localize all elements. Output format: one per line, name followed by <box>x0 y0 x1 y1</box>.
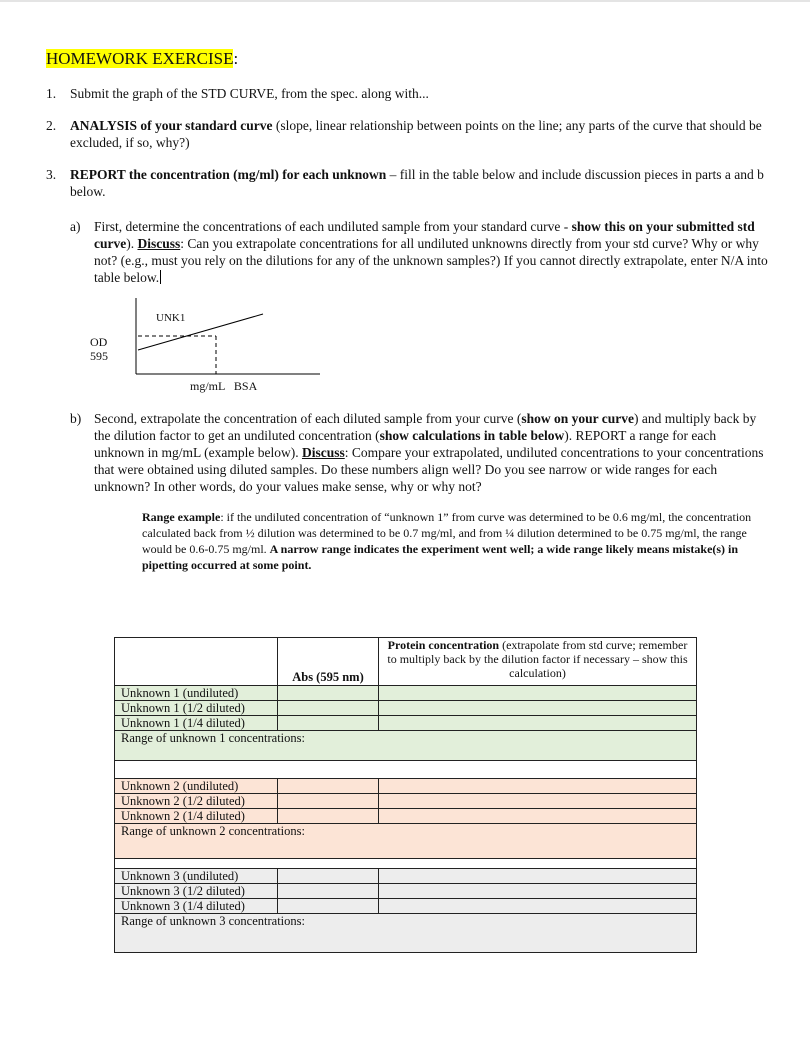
sample-name: Unknown 2 (1/2 diluted) <box>115 794 278 809</box>
od-label: OD <box>90 335 108 349</box>
sample-name: Unknown 3 (1/2 diluted) <box>115 884 278 899</box>
range-cell[interactable]: Range of unknown 1 concentrations: <box>115 731 697 761</box>
spacer-row <box>115 859 697 869</box>
range-cell[interactable]: Range of unknown 3 concentrations: <box>115 914 697 953</box>
table-row <box>115 869 697 884</box>
part-text: Second, extrapolate the concentration of each diluted sample from your curve ( <box>94 411 522 426</box>
document-body <box>46 48 768 573</box>
protein-cell[interactable] <box>379 779 697 794</box>
discuss-label: Discuss <box>137 236 181 251</box>
abs-cell[interactable] <box>278 701 379 716</box>
text-cursor <box>160 270 161 284</box>
part-text: ). <box>126 236 138 251</box>
part-bold-text: show on your curve <box>521 411 634 426</box>
abs-cell[interactable] <box>278 809 379 824</box>
table-header-row <box>115 638 697 686</box>
item-number: 3. <box>46 167 57 182</box>
table-row <box>115 701 697 716</box>
spacer-cell <box>115 761 697 779</box>
header-protein <box>379 638 697 686</box>
abs-cell[interactable] <box>278 686 379 701</box>
title-highlight: HOMEWORK EXERCISE <box>46 49 234 68</box>
sample-name: Unknown 3 (1/4 diluted) <box>115 899 278 914</box>
title-colon: : <box>233 49 239 68</box>
sample-name: Unknown 3 (undiluted) <box>115 869 278 884</box>
item-bold-text: REPORT the concentration (mg/ml) for each unknown <box>70 167 387 182</box>
item-3 <box>46 166 768 200</box>
item-number: 2. <box>46 118 57 133</box>
item-2 <box>46 117 768 151</box>
page-top-border <box>0 0 810 2</box>
protein-cell[interactable] <box>379 701 697 716</box>
protein-cell[interactable] <box>379 899 697 914</box>
range-cell[interactable]: Range of unknown 2 concentrations: <box>115 824 697 859</box>
header-protein-note: (extrapolate from std curve; remember to multiply back by the dilution factor if necessary – show this calculation) <box>387 638 688 680</box>
protein-cell[interactable] <box>379 686 697 701</box>
range-row <box>115 824 697 859</box>
range-row <box>115 731 697 761</box>
range-example-label: Range example <box>142 510 221 524</box>
header-abs: Abs (595 nm) <box>278 638 379 686</box>
item-1 <box>46 85 768 102</box>
abs-cell[interactable] <box>278 794 379 809</box>
abs-cell[interactable] <box>278 869 379 884</box>
part-text: : Can you extrapolate concentrations for all undiluted unknowns directly from your std curve? Why or why not? (e.g., must you rely on the dilutions for any of the unknown samples?) If you cannot directly extrapolate, enter N/A into table below. <box>94 236 768 285</box>
abs-cell[interactable] <box>278 884 379 899</box>
part-label: a) <box>70 219 81 234</box>
abs-cell[interactable] <box>278 899 379 914</box>
part-a <box>70 218 768 286</box>
sample-name: Unknown 1 (undiluted) <box>115 686 278 701</box>
table-row <box>115 794 697 809</box>
spacer-row <box>115 761 697 779</box>
sample-name: Unknown 1 (1/2 diluted) <box>115 701 278 716</box>
sample-name: Unknown 2 (undiluted) <box>115 779 278 794</box>
header-protein-bold: Protein concentration <box>387 638 500 652</box>
page-title <box>46 48 238 69</box>
abs-cell[interactable] <box>278 779 379 794</box>
part-text: ). REPORT a range for each unknown in mg/mL (example below). <box>94 428 717 460</box>
table-row <box>115 809 697 824</box>
sample-name: Unknown 2 (1/4 diluted) <box>115 809 278 824</box>
sample-name: Unknown 1 (1/4 diluted) <box>115 716 278 731</box>
range-example <box>142 509 762 573</box>
protein-cell[interactable] <box>379 884 697 899</box>
table-row <box>115 884 697 899</box>
table-row <box>115 686 697 701</box>
protein-cell[interactable] <box>379 869 697 884</box>
item-text: (slope, linear relationship between points on the line; any parts of the curve that should be excluded, if so, why?) <box>70 118 762 150</box>
protein-cell[interactable] <box>379 809 697 824</box>
item-bold-text: ANALYSIS of your standard curve <box>70 118 273 133</box>
unk1-label: UNK1 <box>156 312 186 324</box>
range-example-bold: A narrow range indicates the experiment went well; a wide range likely means mistake(s) in pipetting occurred at some point. <box>142 542 739 572</box>
abs-cell[interactable] <box>278 716 379 731</box>
part-bold-text: show this on your submitted std curve <box>94 219 755 251</box>
part-text: ) and multiply back by the dilution factor to get an undiluted concentration ( <box>94 411 757 443</box>
item-text: – fill in the table below and include discussion pieces in parts a and b below. <box>70 167 764 199</box>
range-example-text: : if the undiluted concentration of “unknown 1” from curve was determined to be 0.6 mg/ml, the concentration calculated back from ½ dilution was determined to be 0.7 mg/ml, and from ¼ dilution determined to be 0.75 mg/ml, the range would be 0.6-0.75 mg/ml. <box>142 510 752 556</box>
od-value: 595 <box>90 349 108 363</box>
results-table <box>114 637 697 953</box>
item-number: 1. <box>46 86 57 101</box>
protein-cell[interactable] <box>379 794 697 809</box>
discuss-label: Discuss <box>301 445 345 460</box>
range-row <box>115 914 697 953</box>
table-row <box>115 716 697 731</box>
part-label: b) <box>70 411 82 426</box>
header-sample <box>115 638 278 686</box>
item-text: Submit the graph of the STD CURVE, from the spec. along with... <box>70 86 429 101</box>
table-row <box>115 779 697 794</box>
protein-cell[interactable] <box>379 716 697 731</box>
part-b <box>70 410 768 495</box>
table-row <box>115 899 697 914</box>
std-curve-sketch <box>46 294 768 394</box>
part-bold-text: show calculations in table below <box>379 428 565 443</box>
spacer-cell <box>115 859 697 869</box>
x-axis-label: mg/mL BSA <box>190 379 258 393</box>
part-text: First, determine the concentrations of each undiluted sample from your standard curve - <box>94 219 572 234</box>
part-text: : Compare your extrapolated, undiluted concentrations to your concentrations that were obtained using diluted samples. Do these numbers align well? Do you see narrow or wide ranges for each unknown? In other words, do your values make sense, why or why not? <box>94 445 764 494</box>
